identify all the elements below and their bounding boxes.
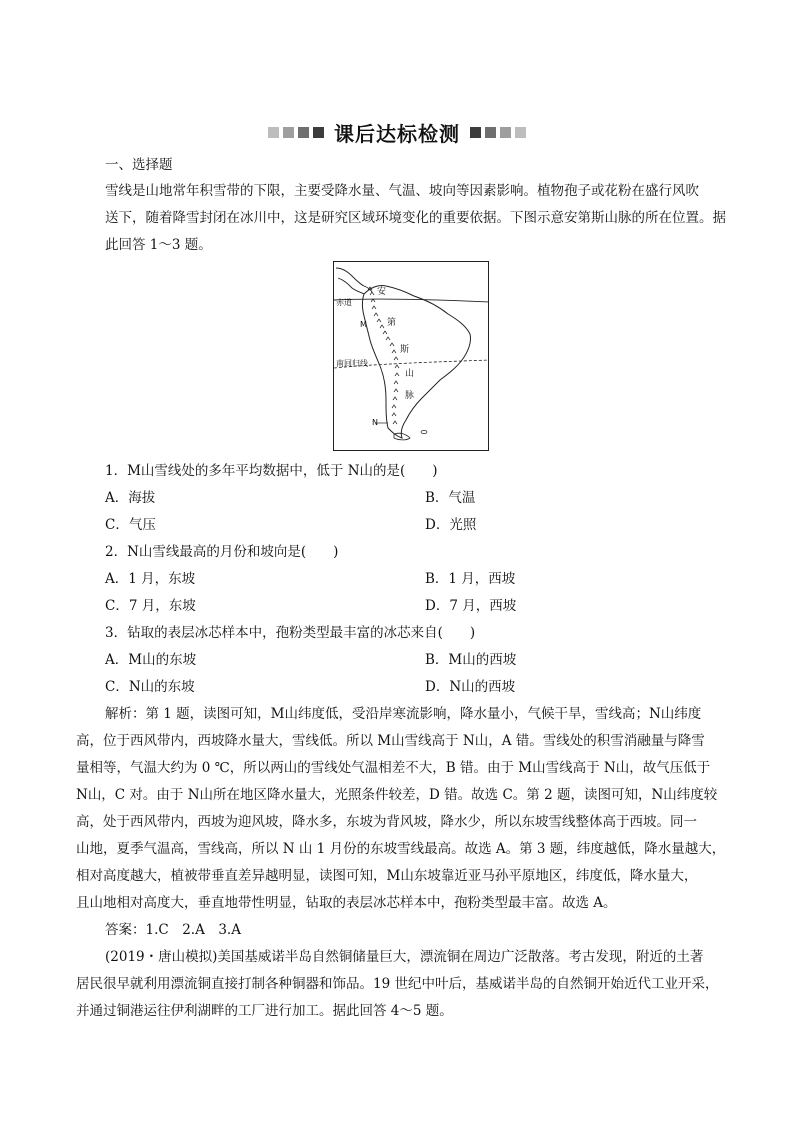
question-option: B．M山的西坡 [425,652,517,668]
question-option: B．1 月，西坡 [425,571,516,587]
andes-char: 第 [387,318,397,328]
question-option: A．M山的东坡 [105,652,197,668]
andes-char: 山 [405,369,415,379]
question-option: A．1 月，东坡 [105,571,196,587]
question-option: B．气温 [425,490,476,506]
decor-square-icon [298,127,309,138]
intro2-line: 并通过铜港运往伊利湖畔的工厂进行加工。据此回答 4～5 题。 [76,1003,453,1019]
intro2-line: 居民很早就利用漂流铜直接打制各种铜器和饰品。19 世纪中叶后，基威诺半岛的自然铜开始近代工业开采， [76,976,719,992]
mountain-n-label: N [372,418,378,427]
section-heading: 一、选择题 [105,157,173,173]
decor-square-icon [500,127,511,138]
decor-square-icon [485,127,496,138]
answer-line: 答案：1.C 2.A 3.A [105,922,241,938]
analysis-line: 且山地相对高度大，垂直地带性明显，钻取的表层冰芯样本中，孢粉类型最丰富。故选 A。 [76,895,617,911]
intro2-line: (2019・唐山模拟)美国基威诺半岛自然铜储量巨大，漂流铜在周边广泛散落。考古发现，附近的土著 [105,949,704,965]
question-stem: 2．N山雪线最高的月份和坡向是( ) [105,544,339,560]
question-option: C．气压 [105,517,156,533]
andes-char: 斯 [400,345,410,355]
decor-square-icon [268,127,279,138]
equator-label: 赤道 [336,298,352,307]
south-america-map-graphic [334,262,489,451]
page-title: 课后达标检测 [334,121,460,146]
analysis-line: 高，处于西风带内，西坡为迎风坡，降水多，东坡为背风坡，降水少，所以东坡雪线整体高于西坡。同一 [76,814,697,830]
intro1-line: 送下，随着降雪封闭在冰川中，这是研究区域环境变化的重要依据。下图示意安第斯山脉的所在位置。据 [105,210,726,226]
analysis-line: N山，C 对。由于 N山所在地区降水量大，光照条件较差，D 错。故选 C。第 2 题，读图可知，N山纬度较 [76,787,718,803]
andes-map [333,261,489,451]
question-option: D．7 月，西坡 [425,598,517,614]
andes-char: 安 [377,287,387,297]
analysis-line: 山地，夏季气温高，雪线高，所以 N 山 1 月份的东坡雪线最高。故选 A。第 3 题，纬度越低，降水量越大， [76,841,726,857]
question-stem: 1．M山雪线处的多年平均数据中，低于 N山的是( ) [105,463,438,479]
analysis-line: 高，位于西风带内，西坡降水量大，雪线低。所以 M山雪线高于 N山，A 错。雪线处的积雪消融量与降雪 [76,733,705,749]
tropic-label: 南回归线 [336,359,368,368]
decor-square-icon [313,127,324,138]
analysis-line: 解析：第 1 题，读图可知，M山纬度低，受沿岸寒流影响，降水量小，气候干旱，雪线高；N山纬度 [105,706,702,722]
question-option: D．N山的西坡 [425,679,516,695]
title-row [0,118,794,146]
question-option: A．海拔 [105,490,156,506]
question-option: D．光照 [425,517,477,533]
decor-square-icon [283,127,294,138]
question-option: C．7 月，东坡 [105,598,196,614]
analysis-line: 量相等，气温大约为 0 ℃，所以两山的雪线处气温相差不大，B 错。由于 M山雪线高于 N山，故气压低于 [76,760,711,776]
intro1-line: 此回答 1～3 题。 [105,237,212,253]
decor-square-icon [470,127,481,138]
andes-mountains [368,287,399,424]
question-option: C．N山的东坡 [105,679,195,695]
intro1-line: 雪线是山地常年积雪带的下限，主要受降水量、气温、坡向等因素影响。植物孢子或花粉在盛行风吹 [105,183,699,199]
question-stem: 3．钻取的表层冰芯样本中，孢粉类型最丰富的冰芯来自( ) [105,625,476,641]
andes-char: 脉 [405,391,415,401]
analysis-line: 相对高度越大，植被带垂直差异越明显，读图可知，M山东坡靠近亚马孙平原地区，纬度低，降水量大， [76,868,698,884]
mountain-m-label: M [360,320,367,329]
decor-square-icon [515,127,526,138]
